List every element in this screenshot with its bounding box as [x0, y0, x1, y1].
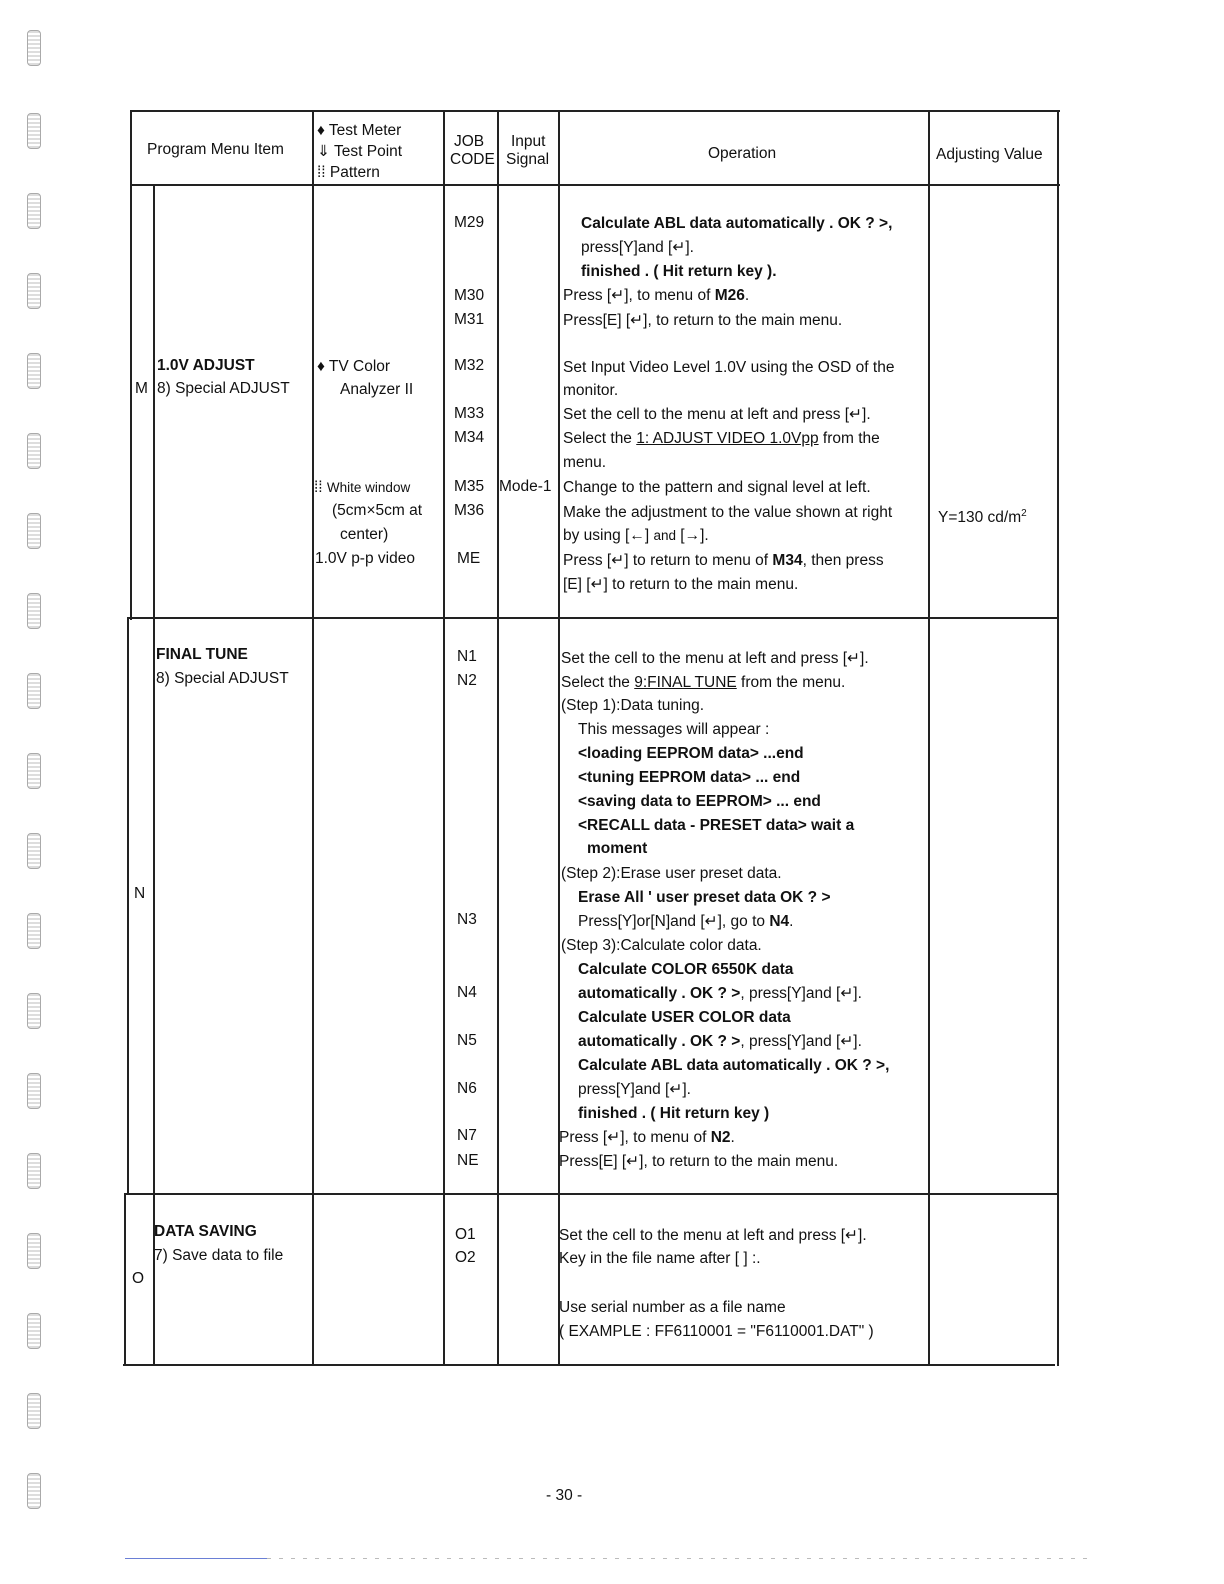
job-code: M29 [454, 214, 485, 231]
job-code: ME [457, 550, 481, 567]
section-letter: M [135, 380, 148, 397]
item-sub: 7) Save data to file [154, 1247, 284, 1264]
test-meter-1: ♦ TV Color [317, 358, 391, 375]
job-code: M36 [454, 502, 485, 519]
header-input-2: Signal [506, 151, 550, 168]
pattern-2: (5cm×5cm at [332, 502, 423, 519]
adjusting-value: Y=130 $cd/m^2$ [938, 508, 1027, 527]
pattern-4: 1.0V p-p video [315, 550, 415, 567]
job-code: M34 [454, 429, 485, 446]
job-code: N3 [457, 911, 477, 928]
item-sub: 8) Special ADJUST [156, 670, 289, 687]
job-code: M30 [454, 287, 485, 304]
job-code: N6 [457, 1080, 477, 1097]
header-job-code-1: JOB [454, 133, 485, 150]
header-program-menu-item: Program Menu Item [147, 141, 284, 158]
input-signal: Mode-1 [499, 478, 552, 495]
job-code: O1 [455, 1226, 476, 1243]
header-input-1: Input [511, 133, 546, 150]
header-pattern: ⁞⁞ Pattern [317, 164, 380, 181]
item-sub: 8) Special ADJUST [157, 380, 290, 397]
job-code: N4 [457, 984, 477, 1001]
scan-edge-line [125, 1558, 267, 1559]
test-meter-2: Analyzer II [340, 381, 414, 398]
job-code: M31 [454, 311, 485, 328]
job-code: O2 [455, 1249, 476, 1266]
item-title: DATA SAVING [154, 1223, 257, 1240]
header-job-code-2: CODE [450, 151, 495, 168]
header-adjusting-value: Adjusting Value [936, 146, 1043, 163]
pattern-3: center) [340, 526, 389, 543]
page-number: - 30 - [546, 1487, 583, 1504]
item-title: 1.0V ADJUST [157, 357, 255, 374]
scan-edge-dots [267, 1558, 1087, 1559]
job-code: N2 [457, 672, 477, 689]
job-code: N5 [457, 1032, 477, 1049]
job-code: M35 [454, 478, 485, 495]
header-operation: Operation [708, 145, 777, 162]
job-code: M33 [454, 405, 485, 422]
section-letter: O [132, 1270, 145, 1287]
header-test-point: ⇓ Test Point [317, 143, 403, 160]
item-title: FINAL TUNE [156, 646, 248, 663]
header-test-meter: ♦ Test Meter [317, 122, 402, 139]
job-code: N1 [457, 648, 477, 665]
job-code: NE [457, 1152, 479, 1169]
section-letter: N [134, 885, 146, 902]
pattern-1: ⁞⁞ White window [314, 479, 411, 496]
job-code: M32 [454, 357, 485, 374]
job-code: N7 [457, 1127, 477, 1144]
